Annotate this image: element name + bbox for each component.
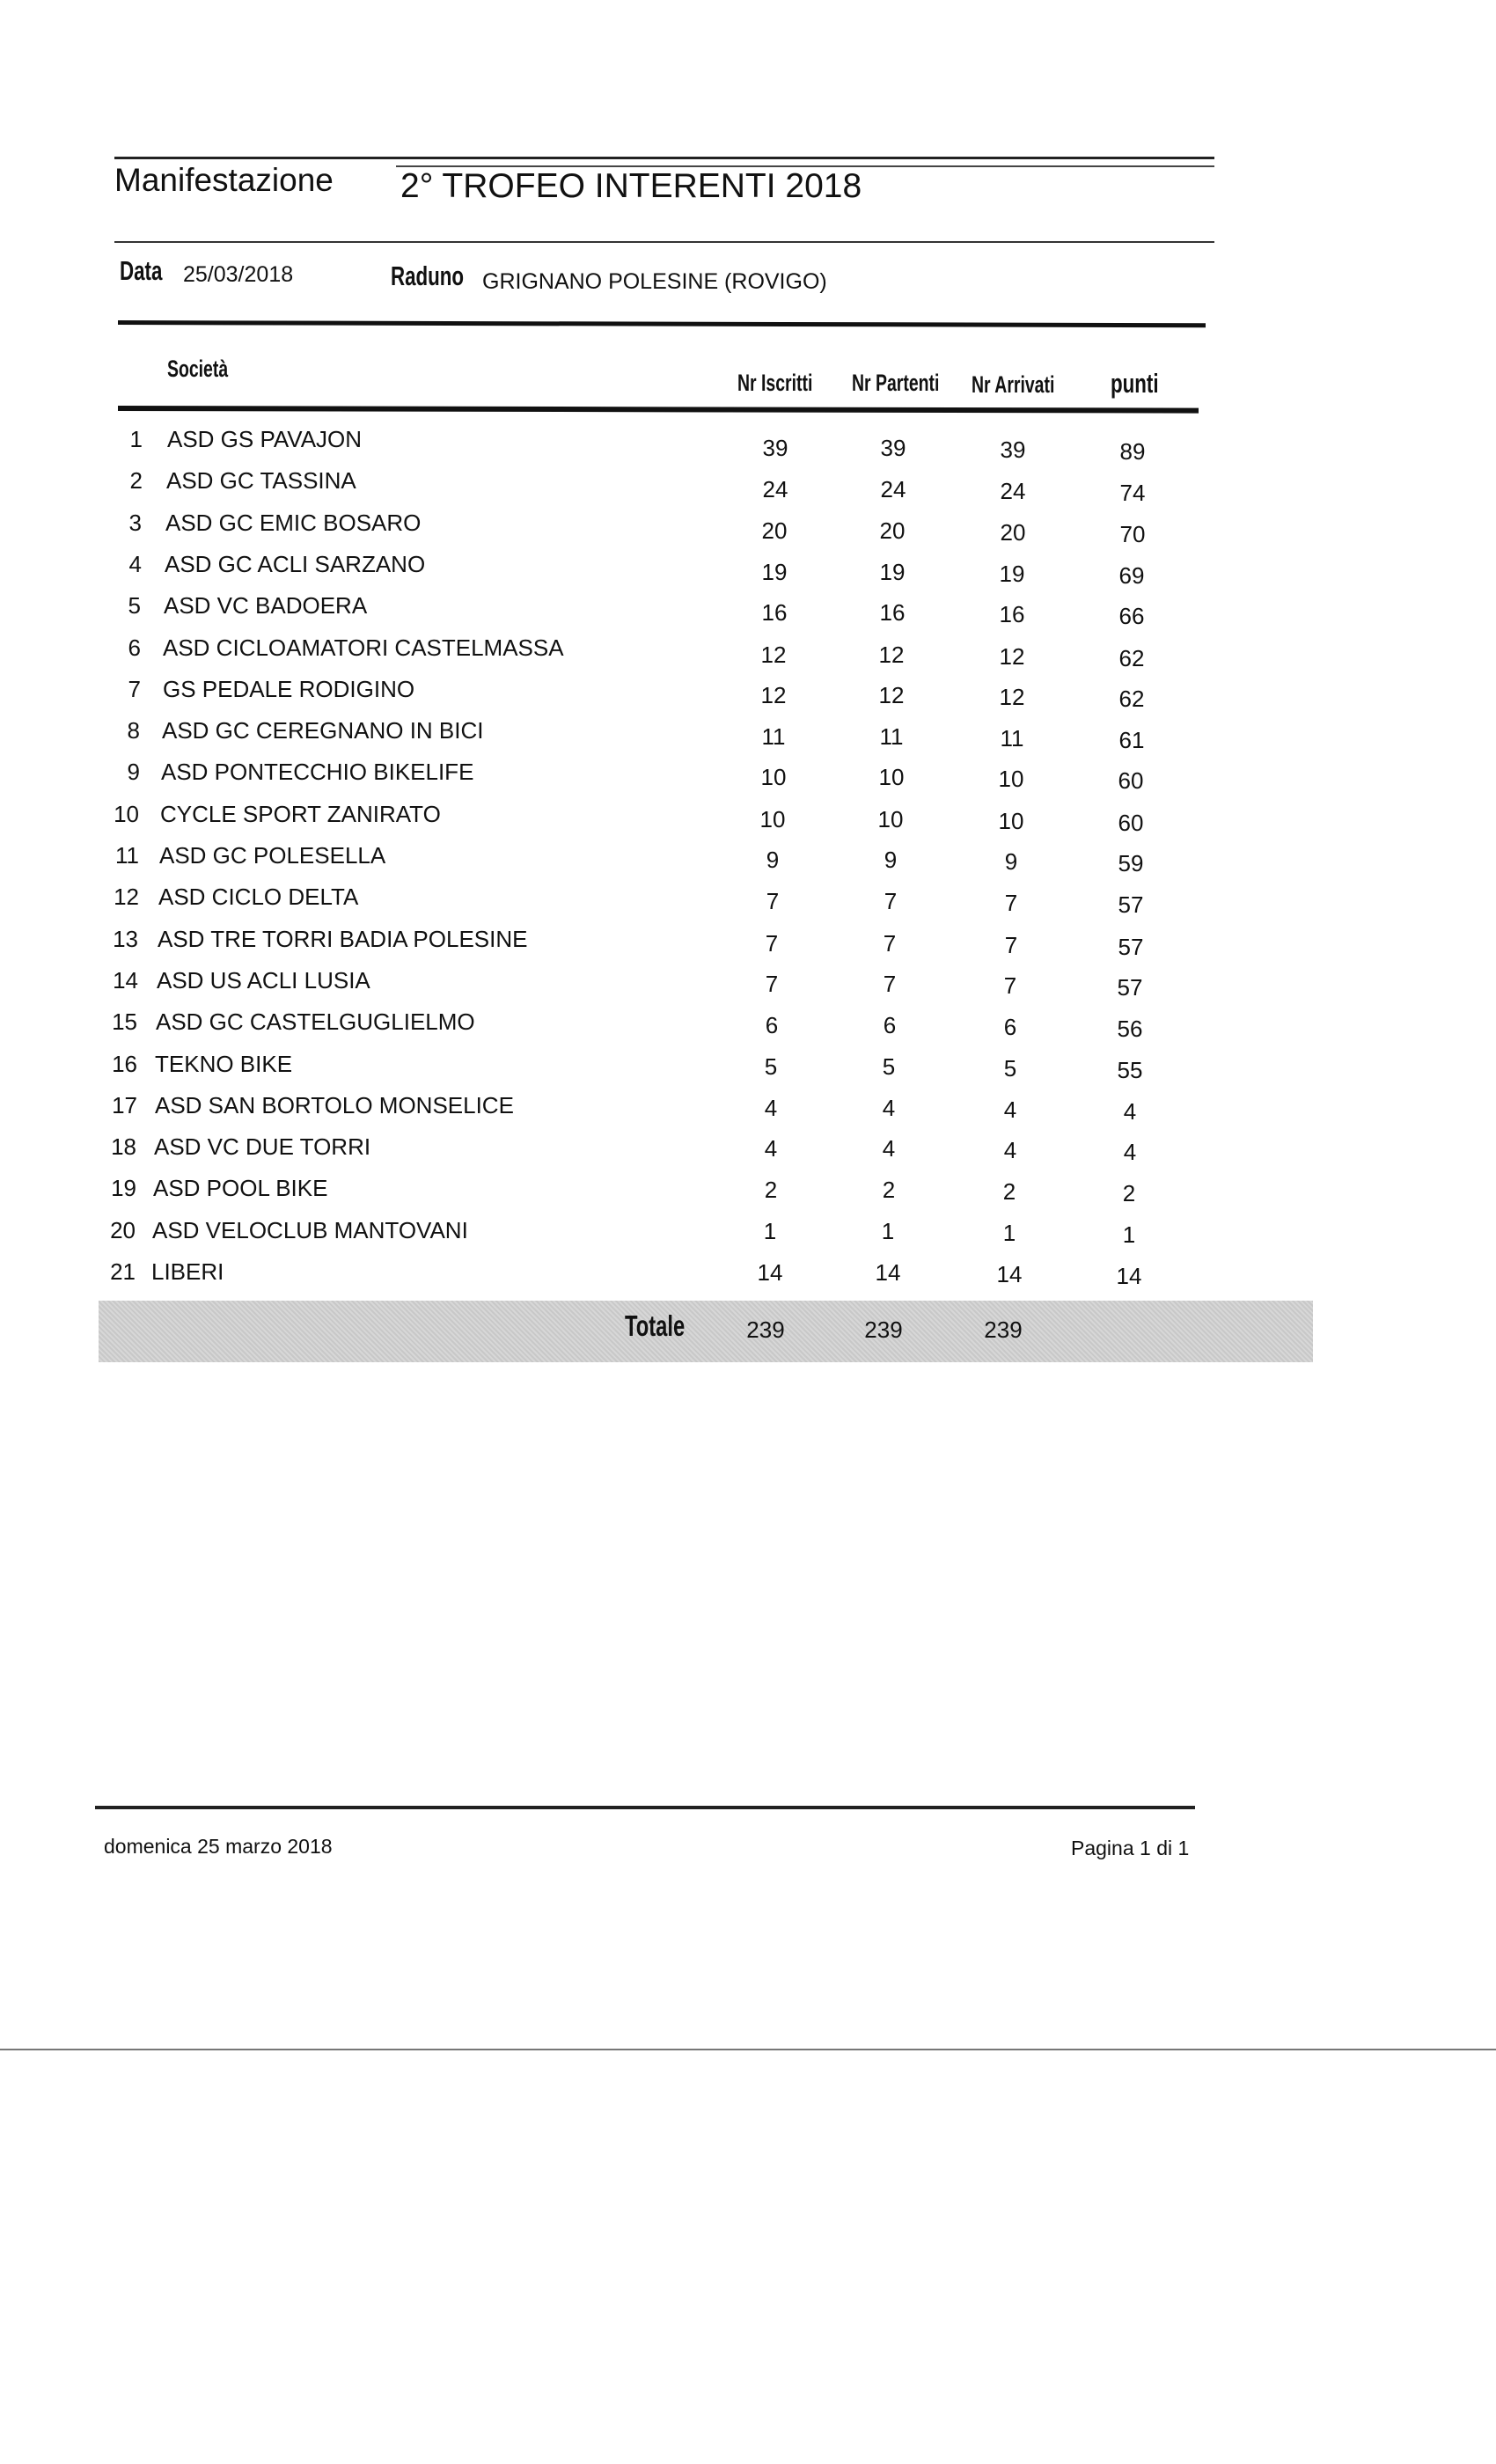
row-arrivati: 24 bbox=[1000, 478, 1026, 504]
table-row bbox=[0, 1051, 1496, 1092]
table-row bbox=[0, 551, 1496, 592]
row-iscritti: 19 bbox=[761, 559, 788, 585]
row-punti: 62 bbox=[1118, 645, 1145, 671]
row-arrivati: 2 bbox=[1002, 1178, 1016, 1205]
row-punti: 4 bbox=[1123, 1139, 1137, 1165]
row-arrivati: 4 bbox=[1003, 1137, 1017, 1163]
row-position: 8 bbox=[127, 717, 140, 744]
manifestazione-value: 2° TROFEO INTERENTI 2018 bbox=[400, 167, 862, 205]
row-iscritti: 7 bbox=[766, 888, 780, 914]
row-position: 15 bbox=[112, 1008, 137, 1035]
table-row bbox=[0, 884, 1496, 925]
row-partenti: 5 bbox=[882, 1053, 896, 1080]
row-iscritti: 10 bbox=[759, 806, 786, 832]
row-societa: GS PEDALE RODIGINO bbox=[163, 676, 415, 702]
row-partenti: 12 bbox=[878, 682, 905, 708]
row-partenti: 16 bbox=[879, 599, 906, 626]
row-societa: LIBERI bbox=[151, 1258, 224, 1285]
row-partenti: 11 bbox=[879, 723, 904, 750]
table-row bbox=[0, 1133, 1496, 1175]
row-position: 10 bbox=[114, 801, 139, 827]
row-punti: 60 bbox=[1118, 810, 1144, 836]
row-iscritti: 16 bbox=[761, 599, 788, 626]
row-iscritti: 10 bbox=[760, 764, 787, 790]
row-partenti: 20 bbox=[879, 517, 906, 544]
row-position: 4 bbox=[128, 551, 142, 577]
row-position: 5 bbox=[128, 592, 141, 619]
row-arrivati: 10 bbox=[998, 808, 1024, 834]
table-row bbox=[0, 592, 1496, 634]
row-arrivati: 20 bbox=[1000, 519, 1026, 546]
row-arrivati: 9 bbox=[1004, 848, 1018, 875]
row-iscritti: 4 bbox=[764, 1135, 778, 1162]
row-punti: 57 bbox=[1117, 974, 1143, 1001]
table-row bbox=[0, 717, 1496, 759]
row-position: 13 bbox=[113, 926, 138, 952]
table-row bbox=[0, 510, 1496, 551]
table-row bbox=[0, 801, 1496, 842]
row-position: 20 bbox=[110, 1217, 136, 1243]
data-label: Data bbox=[120, 255, 163, 286]
row-partenti: 14 bbox=[875, 1259, 901, 1286]
row-punti: 55 bbox=[1117, 1057, 1143, 1083]
totals-row bbox=[99, 1301, 1313, 1362]
row-iscritti: 14 bbox=[757, 1259, 783, 1286]
row-societa: ASD CICLO DELTA bbox=[158, 884, 359, 910]
row-punti: 14 bbox=[1116, 1263, 1142, 1289]
row-punti: 89 bbox=[1119, 438, 1146, 465]
row-societa: CYCLE SPORT ZANIRATO bbox=[160, 801, 441, 827]
row-position: 18 bbox=[111, 1133, 136, 1160]
row-partenti: 4 bbox=[882, 1135, 896, 1162]
row-iscritti: 20 bbox=[761, 517, 788, 544]
row-partenti: 10 bbox=[878, 764, 905, 790]
row-arrivati: 7 bbox=[1003, 972, 1017, 999]
row-iscritti: 39 bbox=[762, 435, 788, 461]
row-iscritti: 6 bbox=[765, 1012, 779, 1038]
row-societa: ASD VELOCLUB MANTOVANI bbox=[152, 1217, 468, 1243]
table-row bbox=[0, 467, 1496, 509]
row-partenti: 19 bbox=[879, 559, 906, 585]
row-iscritti: 7 bbox=[765, 930, 779, 957]
row-arrivati: 16 bbox=[999, 601, 1025, 627]
row-punti: 57 bbox=[1118, 934, 1144, 960]
table-row bbox=[0, 759, 1496, 800]
header-bottom-rule bbox=[118, 406, 1199, 414]
row-arrivati: 14 bbox=[996, 1261, 1023, 1287]
row-partenti: 4 bbox=[882, 1095, 896, 1121]
raduno-value: GRIGNANO POLESINE (ROVIGO) bbox=[482, 269, 827, 294]
title-bottom-rule bbox=[114, 241, 1214, 243]
total-iscritti: 239 bbox=[746, 1316, 785, 1343]
table-row bbox=[0, 926, 1496, 967]
row-position: 6 bbox=[128, 634, 141, 661]
col-arrivati: Nr Arrivati bbox=[972, 371, 1055, 398]
row-societa: TEKNO BIKE bbox=[155, 1051, 293, 1077]
footer-date: domenica 25 marzo 2018 bbox=[104, 1835, 333, 1858]
row-position: 3 bbox=[128, 510, 142, 536]
manifestazione-label: Manifestazione bbox=[114, 162, 334, 198]
row-arrivati: 4 bbox=[1003, 1096, 1017, 1123]
row-punti: 2 bbox=[1122, 1180, 1136, 1206]
row-position: 9 bbox=[127, 759, 140, 785]
row-punti: 66 bbox=[1118, 603, 1145, 629]
row-punti: 62 bbox=[1118, 686, 1145, 712]
row-societa: ASD TRE TORRI BADIA POLESINE bbox=[158, 926, 528, 952]
row-iscritti: 9 bbox=[766, 847, 780, 873]
row-iscritti: 7 bbox=[765, 971, 779, 997]
row-arrivati: 7 bbox=[1004, 932, 1018, 958]
row-position: 17 bbox=[112, 1092, 137, 1118]
row-arrivati: 39 bbox=[1000, 436, 1026, 463]
row-position: 11 bbox=[115, 842, 139, 869]
row-societa: ASD PONTECCHIO BIKELIFE bbox=[161, 759, 474, 785]
row-punti: 4 bbox=[1123, 1098, 1137, 1125]
row-societa: ASD SAN BORTOLO MONSELICE bbox=[155, 1092, 514, 1118]
table-row bbox=[0, 426, 1496, 467]
row-partenti: 7 bbox=[883, 930, 897, 957]
sheet-bottom-edge bbox=[0, 2049, 1496, 2050]
row-arrivati: 5 bbox=[1003, 1055, 1017, 1082]
table-row bbox=[0, 1008, 1496, 1050]
col-iscritti: Nr Iscritti bbox=[737, 370, 813, 396]
row-partenti: 2 bbox=[882, 1177, 896, 1203]
row-punti: 74 bbox=[1119, 480, 1146, 506]
totals-label: Totale bbox=[625, 1309, 686, 1342]
row-societa: ASD GC TASSINA bbox=[166, 467, 356, 494]
row-partenti: 39 bbox=[880, 435, 906, 461]
row-societa: ASD GC ACLI SARZANO bbox=[165, 551, 426, 577]
row-partenti: 7 bbox=[884, 888, 898, 914]
raduno-label: Raduno bbox=[391, 260, 465, 291]
row-position: 16 bbox=[112, 1051, 137, 1077]
row-position: 12 bbox=[114, 884, 139, 910]
row-partenti: 12 bbox=[878, 642, 905, 668]
row-societa: ASD VC DUE TORRI bbox=[154, 1133, 371, 1160]
row-punti: 60 bbox=[1118, 767, 1144, 794]
row-iscritti: 2 bbox=[764, 1177, 778, 1203]
table-row bbox=[0, 967, 1496, 1008]
table-row bbox=[0, 1092, 1496, 1133]
row-iscritti: 24 bbox=[762, 476, 788, 502]
row-punti: 61 bbox=[1118, 727, 1145, 753]
row-arrivati: 11 bbox=[1000, 725, 1024, 752]
row-punti: 69 bbox=[1118, 562, 1145, 589]
row-societa: ASD GS PAVAJON bbox=[167, 426, 363, 452]
row-partenti: 24 bbox=[880, 476, 906, 502]
row-partenti: 10 bbox=[877, 806, 904, 832]
footer-page: Pagina 1 di 1 bbox=[1071, 1837, 1190, 1859]
row-partenti: 6 bbox=[883, 1012, 897, 1038]
row-position: 2 bbox=[129, 467, 143, 494]
row-iscritti: 12 bbox=[760, 642, 787, 668]
col-punti: punti bbox=[1111, 368, 1159, 399]
row-punti: 70 bbox=[1119, 521, 1146, 547]
table-row bbox=[0, 1175, 1496, 1216]
row-iscritti: 1 bbox=[763, 1218, 777, 1244]
row-position: 21 bbox=[110, 1258, 136, 1285]
col-partenti: Nr Partenti bbox=[852, 370, 940, 396]
row-position: 14 bbox=[113, 967, 138, 994]
row-societa: ASD CICLOAMATORI CASTELMASSA bbox=[163, 634, 564, 661]
row-societa: ASD GC EMIC BOSARO bbox=[165, 510, 422, 536]
row-iscritti: 5 bbox=[764, 1053, 778, 1080]
row-societa: ASD POOL BIKE bbox=[153, 1175, 328, 1201]
row-societa: ASD VC BADOERA bbox=[164, 592, 368, 619]
row-arrivati: 10 bbox=[998, 766, 1024, 792]
table-row bbox=[0, 676, 1496, 717]
row-partenti: 1 bbox=[881, 1218, 895, 1244]
col-societa: Società bbox=[167, 356, 229, 382]
row-position: 7 bbox=[128, 676, 141, 702]
row-arrivati: 12 bbox=[999, 684, 1025, 710]
row-partenti: 9 bbox=[884, 847, 898, 873]
row-punti: 56 bbox=[1117, 1016, 1143, 1042]
row-punti: 57 bbox=[1118, 891, 1144, 918]
row-arrivati: 7 bbox=[1004, 890, 1018, 916]
row-arrivati: 1 bbox=[1002, 1220, 1016, 1246]
row-arrivati: 6 bbox=[1003, 1014, 1017, 1040]
row-societa: ASD GC POLESELLA bbox=[159, 842, 386, 869]
table-row bbox=[0, 1258, 1496, 1300]
row-societa: ASD GC CEREGNANO IN BICI bbox=[162, 717, 484, 744]
row-punti: 1 bbox=[1122, 1221, 1136, 1248]
row-arrivati: 19 bbox=[999, 561, 1025, 587]
data-value: 25/03/2018 bbox=[183, 262, 294, 287]
total-arrivati: 239 bbox=[984, 1316, 1023, 1343]
row-position: 1 bbox=[129, 426, 143, 452]
table-row bbox=[0, 842, 1496, 884]
row-iscritti: 4 bbox=[764, 1095, 778, 1121]
footer-rule bbox=[95, 1806, 1195, 1809]
row-societa: ASD GC CASTELGUGLIELMO bbox=[156, 1008, 475, 1035]
row-position: 19 bbox=[111, 1175, 136, 1201]
table-row bbox=[0, 634, 1496, 676]
top-double-rule-1 bbox=[114, 157, 1214, 159]
row-societa: ASD US ACLI LUSIA bbox=[157, 967, 370, 994]
row-punti: 59 bbox=[1118, 850, 1144, 876]
table-row bbox=[0, 1217, 1496, 1258]
row-iscritti: 11 bbox=[761, 723, 786, 750]
total-partenti: 239 bbox=[864, 1316, 903, 1343]
header-top-rule bbox=[118, 320, 1206, 327]
row-partenti: 7 bbox=[883, 971, 897, 997]
row-arrivati: 12 bbox=[999, 643, 1025, 670]
row-iscritti: 12 bbox=[760, 682, 787, 708]
